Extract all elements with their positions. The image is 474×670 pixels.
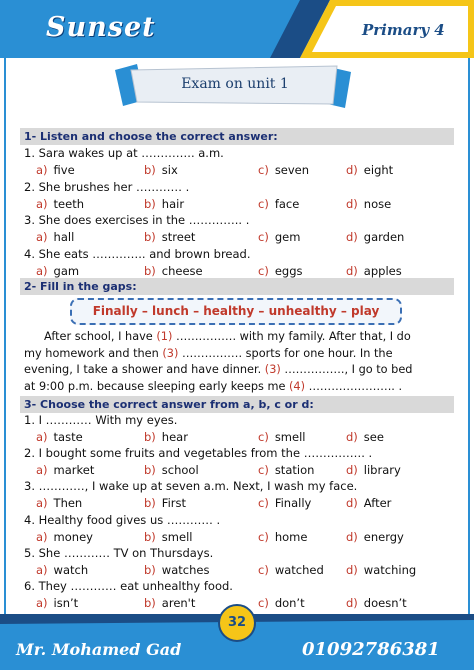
option-letter: b): [144, 596, 156, 610]
option-text: doesn’t: [363, 596, 407, 610]
option-letter: d): [346, 463, 358, 478]
gap-number: (1): [156, 330, 173, 343]
answer-option[interactable]: [36, 463, 94, 477]
option-letter: a): [36, 463, 48, 478]
answer-options: [36, 230, 456, 246]
paragraph-text: ……………. with my family. After that, I do: [172, 330, 411, 343]
option-letter: a): [36, 263, 48, 278]
option-letter: d): [346, 596, 358, 610]
answer-option[interactable]: [144, 463, 199, 477]
answer-option[interactable]: [346, 163, 393, 177]
answer-option[interactable]: [36, 496, 82, 510]
brand-title: Sunset: [46, 12, 156, 43]
answer-option[interactable]: [144, 596, 195, 610]
answer-option[interactable]: [36, 264, 79, 278]
option-text: money: [53, 529, 93, 544]
option-text: school: [161, 463, 199, 478]
option-letter: b): [144, 496, 156, 511]
question-text: 6. They ………… eat unhealthy food.: [24, 579, 233, 593]
option-text: watches: [161, 562, 210, 577]
option-letter: d): [346, 263, 358, 278]
gap-number: (3): [162, 346, 179, 360]
answer-option[interactable]: [144, 430, 188, 444]
option-letter: b): [144, 163, 156, 177]
word-bank: Finally – lunch – healthy – unhealthy – play: [70, 298, 402, 325]
option-text: hall: [53, 230, 75, 244]
answer-option[interactable]: [258, 197, 299, 211]
option-letter: d): [346, 196, 358, 211]
paragraph-text: ……………. sports for one hour. In the: [178, 346, 393, 360]
answer-option[interactable]: [258, 430, 305, 444]
option-letter: a): [36, 196, 48, 211]
paragraph-text: ………………….. .: [305, 379, 403, 393]
answer-option[interactable]: [144, 264, 203, 278]
question-text: 4. Healthy food gives us ………… .: [24, 512, 221, 527]
option-letter: d): [346, 163, 358, 177]
answer-option[interactable]: [144, 230, 195, 244]
question-text: 4. She eats ………….. and brown bread.: [24, 246, 251, 261]
answer-option[interactable]: [36, 430, 83, 444]
option-letter: a): [36, 529, 48, 544]
option-text: Finally: [274, 496, 312, 511]
answer-option[interactable]: [36, 596, 78, 610]
option-letter: d): [346, 430, 358, 444]
option-letter: b): [144, 230, 156, 244]
answer-option[interactable]: [258, 530, 307, 544]
section-1-heading: 1- Listen and choose the correct answer:: [20, 128, 454, 145]
paragraph-line: [24, 363, 456, 376]
option-text: seven: [274, 163, 310, 177]
exam-title-ribbon: [115, 62, 355, 112]
paragraph-text: After school, I have: [44, 330, 157, 343]
paragraph-text: ……………., I go to bed: [280, 363, 413, 376]
option-text: isn’t: [53, 596, 79, 610]
option-text: watching: [363, 562, 417, 577]
option-text: garden: [363, 230, 405, 244]
option-text: hear: [161, 430, 188, 444]
option-text: street: [161, 230, 196, 244]
option-letter: b): [144, 430, 156, 444]
option-letter: a): [36, 496, 48, 511]
option-text: aren't: [161, 596, 196, 610]
option-text: hair: [161, 196, 185, 211]
option-letter: d): [346, 230, 358, 244]
option-letter: a): [36, 562, 48, 577]
option-text: taste: [53, 430, 83, 444]
option-text: see: [363, 430, 384, 444]
answer-option[interactable]: [144, 496, 186, 510]
grade-label: Primary 4: [362, 21, 445, 39]
answer-option[interactable]: [144, 197, 184, 211]
option-text: library: [363, 463, 401, 478]
answer-option[interactable]: [258, 563, 324, 577]
paragraph-line: [24, 347, 456, 360]
question-text: 1. I ………… With my eyes.: [24, 413, 178, 427]
option-text: don’t: [274, 596, 305, 610]
gap-number: (4): [289, 379, 306, 393]
question-text: 3. She does exercises in the ………….. .: [24, 213, 250, 227]
answer-option[interactable]: [346, 264, 402, 278]
option-letter: d): [346, 496, 358, 511]
answer-options: [36, 563, 456, 579]
question-text: 1. Sara wakes up at ………….. a.m.: [24, 146, 224, 160]
answer-option[interactable]: [346, 430, 384, 444]
option-letter: c): [258, 163, 269, 177]
answer-options: [36, 197, 456, 213]
answer-option[interactable]: [36, 563, 88, 577]
question-text: 2. I bought some fruits and vegetables from the ……………. .: [24, 446, 373, 461]
option-text: market: [53, 463, 95, 478]
option-text: smell: [161, 529, 193, 544]
question-text: 5. She ………… TV on Thursdays.: [24, 545, 214, 560]
option-letter: a): [36, 163, 48, 177]
answer-options: [36, 530, 456, 546]
option-letter: c): [258, 230, 269, 244]
answer-option[interactable]: [36, 197, 84, 211]
option-letter: b): [144, 562, 156, 577]
option-text: home: [274, 529, 308, 544]
option-letter: b): [144, 263, 156, 278]
answer-option[interactable]: [346, 496, 391, 510]
paragraph-text: evening, I take a shower and have dinner.: [24, 363, 265, 376]
question-text: 2. She brushes her ………… .: [24, 179, 190, 194]
answer-option[interactable]: [258, 264, 302, 278]
option-text: station: [274, 463, 315, 478]
option-letter: b): [144, 529, 156, 544]
option-letter: c): [258, 196, 269, 211]
answer-option[interactable]: [144, 163, 178, 177]
option-text: watch: [53, 562, 89, 577]
option-letter: c): [258, 463, 269, 478]
paragraph-line: [24, 380, 456, 393]
option-letter: c): [258, 430, 269, 444]
option-text: gem: [274, 230, 301, 244]
option-text: smell: [274, 430, 306, 444]
option-letter: c): [258, 562, 269, 577]
option-text: face: [274, 196, 300, 211]
answer-option[interactable]: [258, 496, 311, 510]
option-text: apples: [363, 263, 402, 278]
option-text: teeth: [53, 196, 85, 211]
option-text: eight: [363, 163, 394, 177]
answer-option[interactable]: [144, 563, 209, 577]
answer-option[interactable]: [36, 530, 93, 544]
header-banner: [0, 0, 474, 58]
answer-option[interactable]: [258, 230, 300, 244]
option-text: energy: [363, 529, 404, 544]
answer-option[interactable]: [346, 596, 407, 610]
option-letter: d): [346, 529, 358, 544]
answer-option[interactable]: [346, 530, 404, 544]
answer-option[interactable]: [36, 163, 75, 177]
exam-title: Exam on unit 1: [181, 76, 289, 92]
paragraph-text: at 9:00 p.m. because sleeping early keeps me: [24, 379, 290, 393]
option-text: watched: [274, 562, 324, 577]
answer-options: [36, 430, 456, 446]
option-text: First: [161, 496, 186, 511]
option-text: After: [363, 496, 392, 511]
option-text: gam: [53, 263, 80, 278]
answer-options: [36, 496, 456, 512]
option-letter: a): [36, 230, 48, 244]
question-text: 3. …………, I wake up at seven a.m. Next, I wash my face.: [24, 479, 358, 494]
answer-option[interactable]: [346, 463, 401, 477]
option-text: cheese: [161, 263, 203, 278]
option-letter: c): [258, 529, 269, 544]
phone-number: 01092786381: [302, 639, 440, 660]
option-text: six: [161, 163, 178, 177]
option-text: nose: [363, 196, 392, 211]
option-letter: a): [36, 430, 48, 444]
answer-option[interactable]: [346, 230, 404, 244]
answer-option[interactable]: [346, 197, 391, 211]
answer-option[interactable]: [258, 463, 314, 477]
answer-option[interactable]: [144, 530, 192, 544]
option-letter: d): [346, 562, 358, 577]
section-2-heading: 2- Fill in the gaps:: [20, 278, 454, 295]
option-text: Then: [53, 496, 83, 511]
answer-option[interactable]: [258, 163, 309, 177]
option-letter: c): [258, 596, 269, 610]
option-text: eggs: [274, 263, 303, 278]
option-letter: a): [36, 596, 48, 610]
option-letter: c): [258, 496, 269, 511]
answer-options: [36, 463, 456, 479]
gap-number: (3): [264, 363, 281, 376]
answer-options: [36, 163, 456, 179]
option-letter: b): [144, 463, 156, 478]
paragraph-line: [44, 330, 474, 343]
answer-option[interactable]: [346, 563, 416, 577]
option-letter: b): [144, 196, 156, 211]
option-letter: c): [258, 263, 269, 278]
answer-option[interactable]: [258, 596, 305, 610]
paragraph-text: my homework and then: [24, 346, 163, 360]
answer-option[interactable]: [36, 230, 74, 244]
page-number: 32: [218, 604, 256, 642]
section-3-heading: 3- Choose the correct answer from a, b, c or d:: [20, 396, 454, 413]
option-text: five: [53, 163, 75, 177]
author-name: Mr. Mohamed Gad: [16, 640, 182, 659]
